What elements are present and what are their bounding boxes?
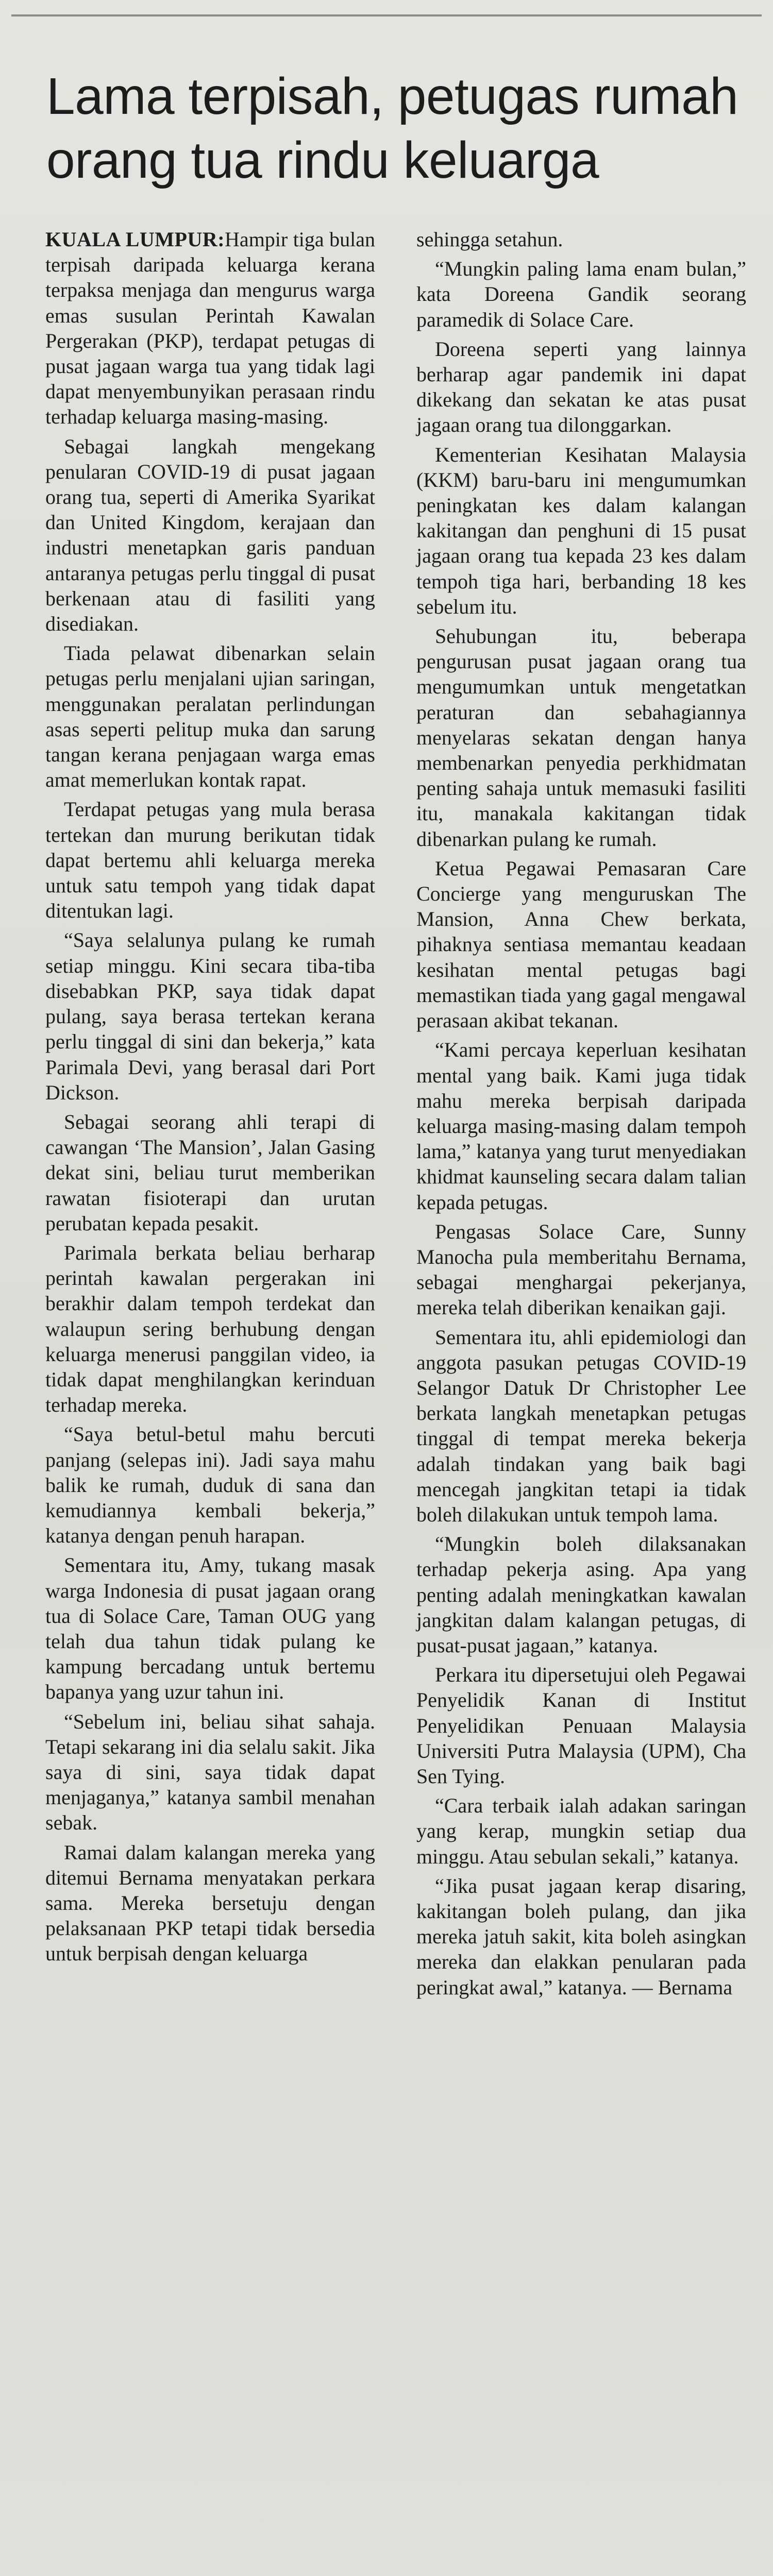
closing-paragraph: “Jika pusat jagaan kerap disaring, kakitangan boleh pulang, dan jika mereka jatuh sakit, kita boleh asingkan mereka dan elakkan penularan pada peringkat awal,” katanya. — Bernama: [416, 1874, 746, 1999]
paragraph: [45, 227, 375, 430]
paragraph: Doreena seperti yang lainnya berharap agar pandemik ini dapat dikekang dan sekatan ke atas pusat jagaan orang tua dilonggarkan.: [416, 337, 746, 437]
top-rule: [11, 14, 762, 16]
paragraph: Pengasas Solace Care, Sunny Manocha pula memberitahu Bernama, sebagai menghargai pekerjanya, mereka telah diberikan kenaikan gaji.: [416, 1219, 746, 1319]
paragraph: Sebagai seorang ahli terapi di cawangan ‘The Mansion’, Jalan Gasing dekat sini, beliau turut memberikan rawatan fisioterapi dan urutan perubatan kepada pesakit.: [45, 1110, 375, 1235]
paragraph: “Saya selalunya pulang ke rumah setiap minggu. Kini secara tiba-tiba disebabkan PKP, saya tidak dapat pulang, saya berasa tertekan kerana perlu tinggal di sini dan bekerja,” kata Parimala Devi, yang berasal dari Port Dickson.: [45, 928, 375, 1104]
paragraph: Parimala berkata beliau berharap perintah kawalan pergerakan ini berakhir dalam tempoh terdekat dan walaupun sering berhubung dengan keluarga menerusi panggilan video, ia tidak dapat menghilangkan kerinduan terhadap mereka.: [45, 1241, 375, 1417]
article-body: [45, 227, 758, 2576]
paragraph: Ketua Pegawai Pemasaran Care Concierge yang menguruskan The Mansion, Anna Chew berkata, pihaknya sentiasa memantau keadaan kesihatan mental petugas bagi memastikan tiada yang gagal mengawal perasaan akibat tekanan.: [416, 856, 746, 1032]
paragraph: Kementerian Kesihatan Malaysia (KKM) baru-baru ini mengumumkan peningkatan kes dalam kalangan kakitangan dan penghuni di 15 pusat jagaan orang tua kepada 23 kes dalam tempoh tiga hari, berbanding 18 kes sebelum itu.: [416, 443, 746, 618]
paragraph: Tiada pelawat dibenarkan selain petugas perlu menjalani ujian saringan, menggunakan peralatan perlindungan asas seperti pelitup muka dan sarung tangan kerana penjagaan warga emas amat memerlukan kontak rapat.: [45, 641, 375, 792]
paragraph: “Sebelum ini, beliau sihat sahaja. Tetapi sekarang ini dia selalu sakit. Jika saya di sini, saya tidak dapat menjaganya,” katanya sambil menahan sebak.: [45, 1709, 375, 1835]
paragraph: Ramai dalam kalangan mereka yang ditemui Bernama menyatakan perkara sama. Mereka bersetuju dengan pelaksanaan PKP tetapi tidak bersedia untuk berpisah dengan keluarga: [45, 1840, 375, 1965]
paragraph: “Mungkin paling lama enam bulan,” kata Doreena Gandik seorang paramedik di Solace Care.: [416, 257, 746, 331]
paragraph: Sehubungan itu, beberapa pengurusan pusat jagaan orang tua mengumumkan untuk mengetatkan peraturan dan sebahagiannya menyelaras sekatan dengan hanya membenarkan penyedia perkhidmatan penting sahaja untuk memasuki fasiliti itu, manakala kakitangan tidak dibenarkan pulang ke rumah.: [416, 624, 746, 851]
paragraph: “Saya betul-betul mahu bercuti panjang (selepas ini). Jadi saya mahu balik ke rumah, duduk di sana dan kemudiannya kembali bekerja,” katanya dengan penuh harapan.: [45, 1422, 375, 1548]
paragraph: sehingga setahun.: [416, 228, 563, 251]
paragraph: “Cara terbaik ialah adakan saringan yang kerap, mungkin setiap dua minggu. Atau sebulan sekali,” katanya.: [416, 1794, 746, 1868]
lead-text: Hampir tiga bulan terpisah daripada keluarga kerana terpaksa menjaga dan mengurus warga emas susulan Perintah Kawalan Pergerakan (PKP), terdapat petugas di pusat jagaan warga tua yang tidak lagi dapat menyembunyikan perasaan rindu terhadap keluarga masing-masing.: [45, 228, 375, 429]
right-column: [416, 227, 746, 2004]
headline: Lama terpisah, petugas rumah orang tua rindu keluarga: [46, 67, 738, 189]
paragraph: “Mungkin boleh dilaksanakan terhadap pekerja asing. Apa yang penting adalah meningkatkan kawalan jangkitan dalam kalangan petugas, di pusat-pusat jagaan,” katanya.: [416, 1532, 746, 1657]
paragraph: Sementara itu, ahli epidemiologi dan anggota pasukan petugas COVID-19 Selangor Datuk Dr Christopher Lee berkata langkah menetapkan petugas tinggal di tempat mereka bekerja adalah tindakan yang baik bagi mencegah jangkitan tetapi ia tidak boleh dilakukan untuk tempoh lama.: [416, 1325, 746, 1526]
dateline: KUALA LUMPUR:: [45, 228, 225, 251]
paragraph: Terdapat petugas yang mula berasa tertekan dan murung berikutan tidak dapat bertemu ahli keluarga mereka untuk satu tempoh yang tidak dapat ditentukan lagi.: [45, 798, 375, 923]
paragraph: Sementara itu, Amy, tukang masak warga Indonesia di pusat jagaan orang tua di Solace Care, Taman OUG yang telah dua tahun tidak pulang ke kampung bercadang untuk bertemu bapanya yang uzur tahun ini.: [45, 1553, 375, 1704]
paragraph: “Kami percaya keperluan kesihatan mental yang baik. Kami juga tidak mahu mereka berpisah daripada keluarga masing-masing dalam tempoh lama,” katanya yang turut menyediakan khidmat kaunseling secara dalam talian kepada petugas.: [416, 1038, 746, 1214]
left-column: [45, 227, 375, 1971]
paragraph: Sebagai langkah mengekang penularan COVID-19 di pusat jagaan orang tua, seperti di Amerika Syarikat dan United Kingdom, kerajaan dan industri menetapkan garis panduan antaranya petugas perlu tinggal di pusat berkenaan atau di fasiliti yang disediakan.: [45, 434, 375, 636]
paragraph: Perkara itu dipersetujui oleh Pegawai Penyelidik Kanan di Institut Penyelidikan Penuaan Malaysia Universiti Putra Malaysia (UPM), Cha Sen Tying.: [416, 1663, 746, 1788]
